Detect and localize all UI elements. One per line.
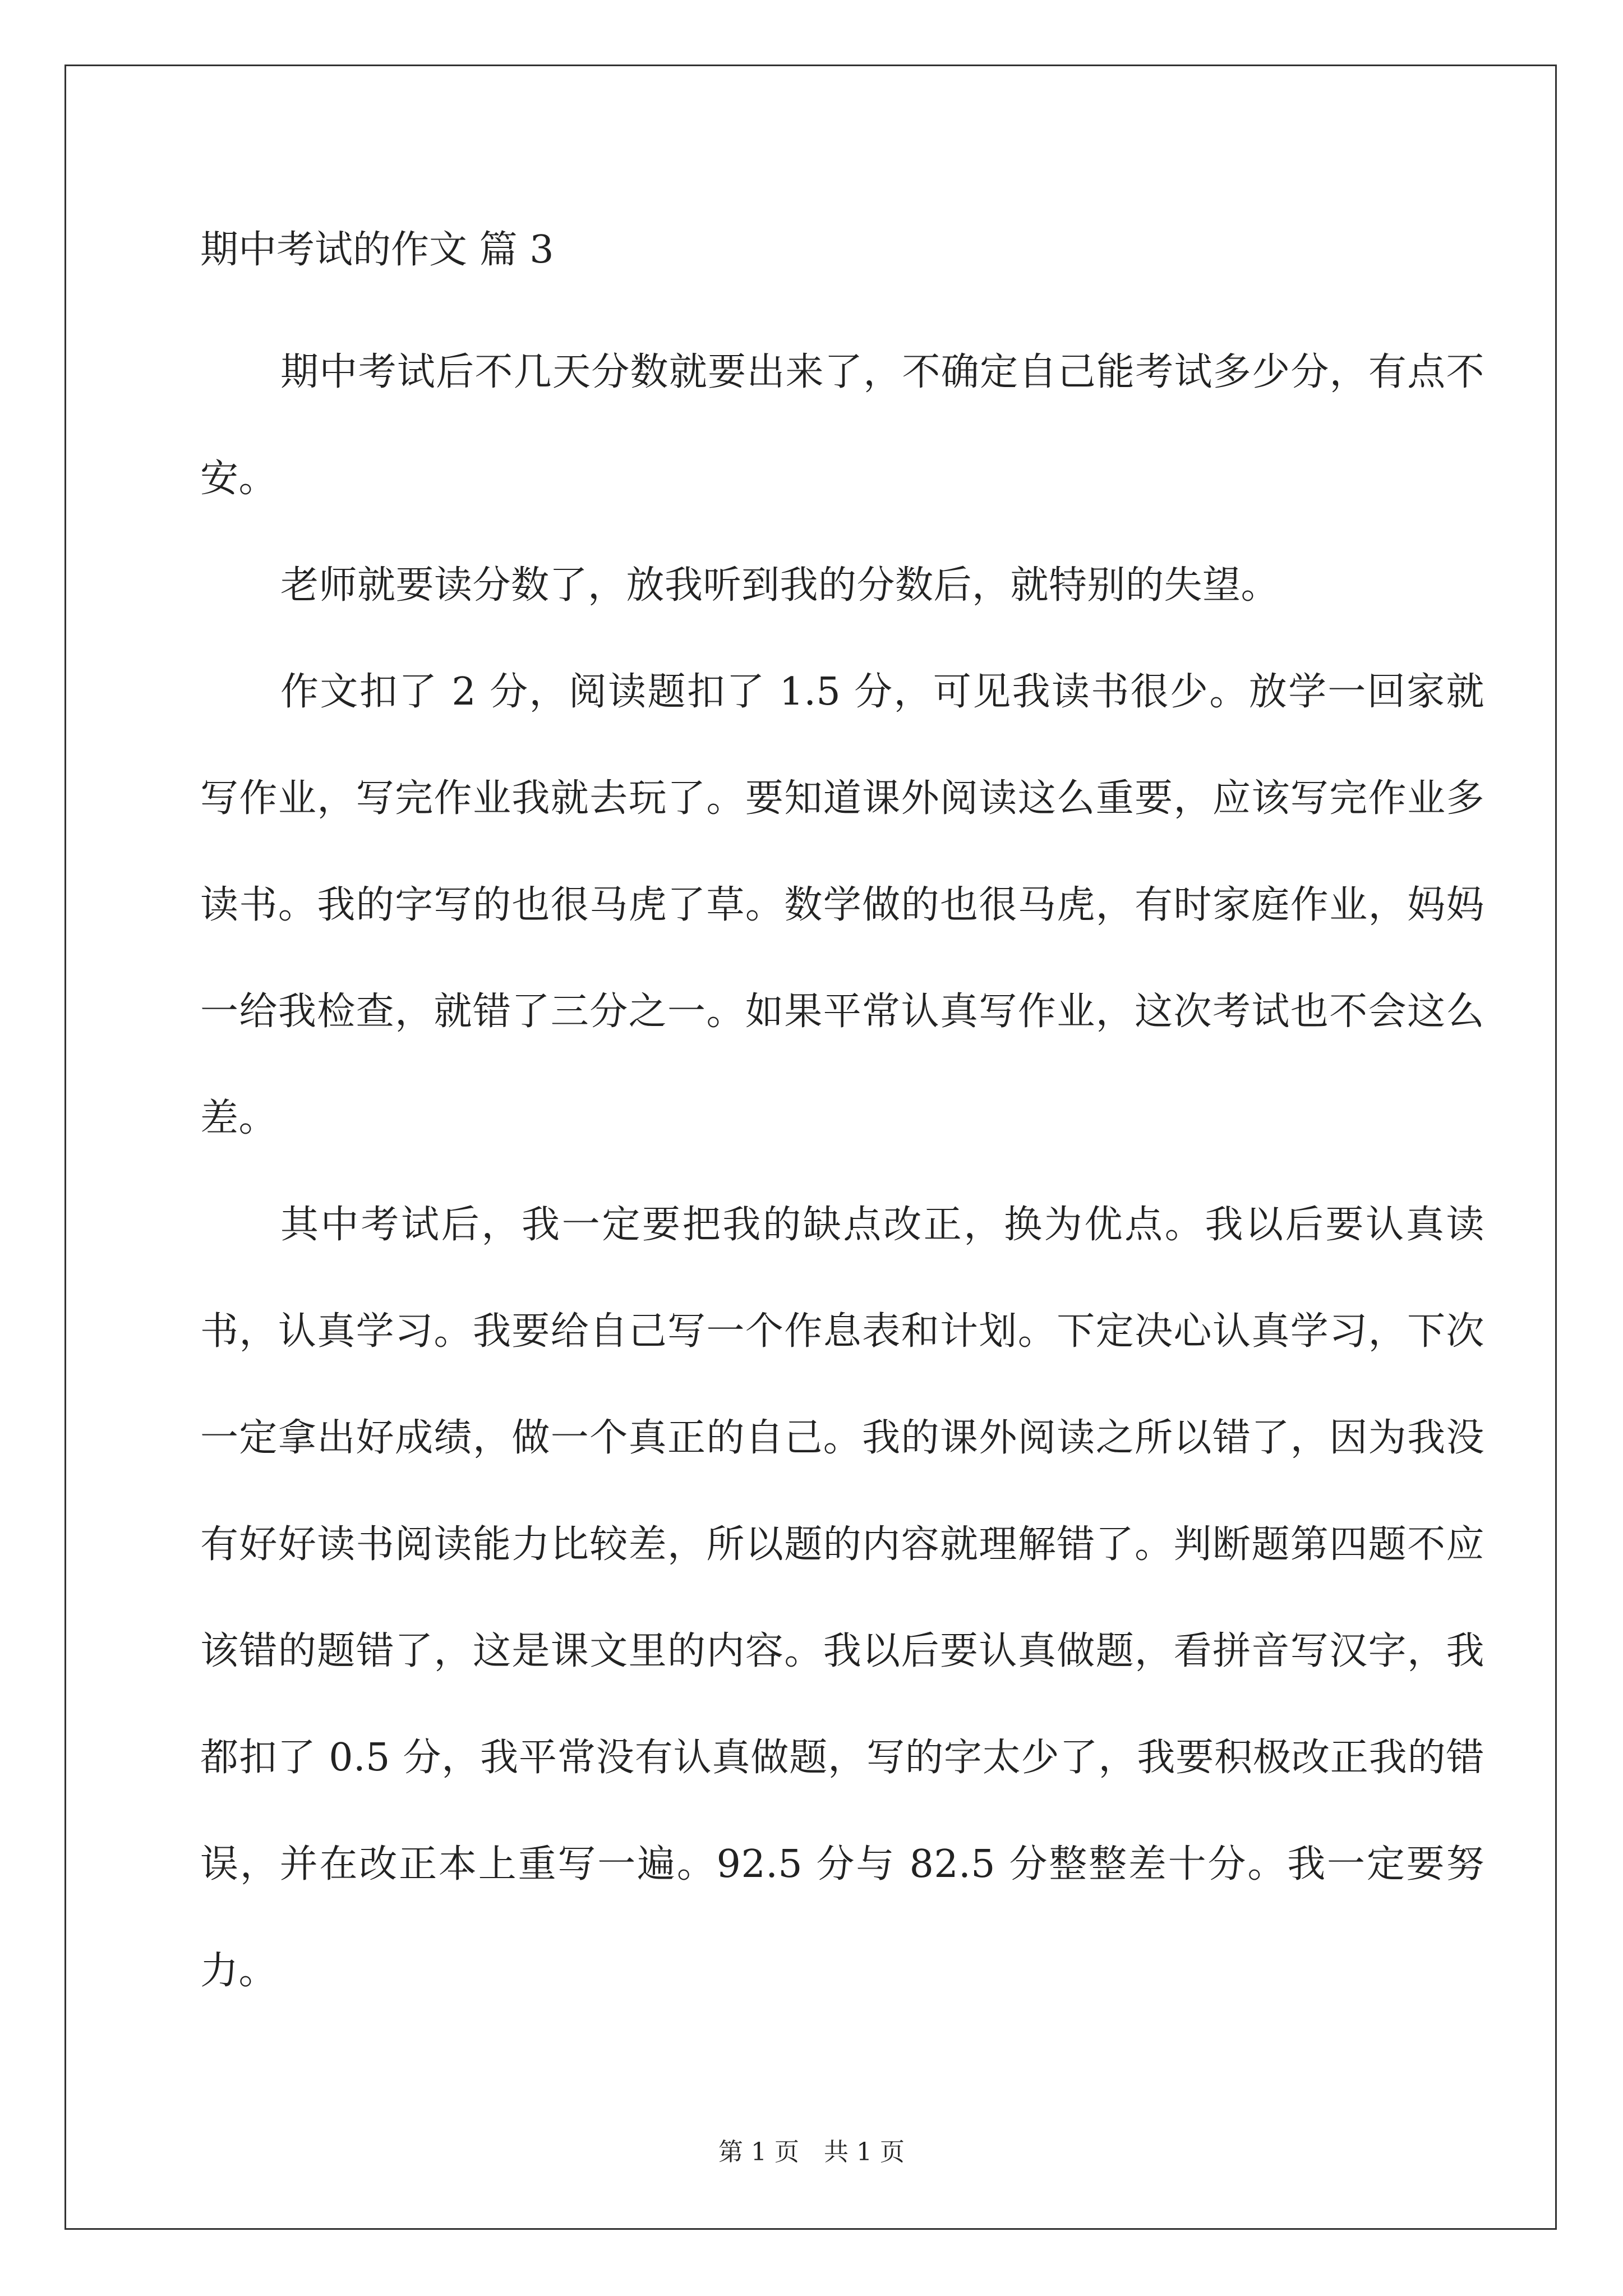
paragraph: 其中考试后，我一定要把我的缺点改正，换为优点。我以后要认真读书，认真学习。我要给自己写一个作息表和计划。下定决心认真学习，下次一定拿出好成绩，做一个真正的自己。我的课外阅读之所以错了，因为我没有好好读书阅读能力比较差，所以题的内容就理解错了。判断题第四题不应该错的题错了，这是课文里的内容。我以后要认真做题，看拼音写汉字，我都扣了 0.5 分，我平常没有认真做题，写的字太少了，我要积极改正我的错误，并在改正本上重写一遍。92.5 分与 82.5 分整整差十分。我一定要努力。 <box>200 1203 1484 1993</box>
document-title: 期中考试的作文 篇 3 <box>200 228 554 272</box>
page-footer: 第 1 页 共 1 页 <box>718 2138 905 2166</box>
paragraph: 期中考试后不几天分数就要出来了，不确定自己能考试多少分，有点不安。 <box>200 350 1484 501</box>
document-body <box>200 222 1484 2024</box>
paragraph: 老师就要读分数了，放我听到我的分数后，就特别的失望。 <box>280 563 1280 608</box>
paragraph: 作文扣了 2 分，阅读题扣了 1.5 分，可见我读书很少。放学一回家就写作业，写完作业我就去玩了。要知道课外阅读这么重要，应该写完作业多读书。我的字写的也很马虎了草。数学做的也很马虎，有时家庭作业，妈妈一给我检查，就错了三分之一。如果平常认真写作业，这次考试也不会这么差。 <box>200 670 1484 1140</box>
